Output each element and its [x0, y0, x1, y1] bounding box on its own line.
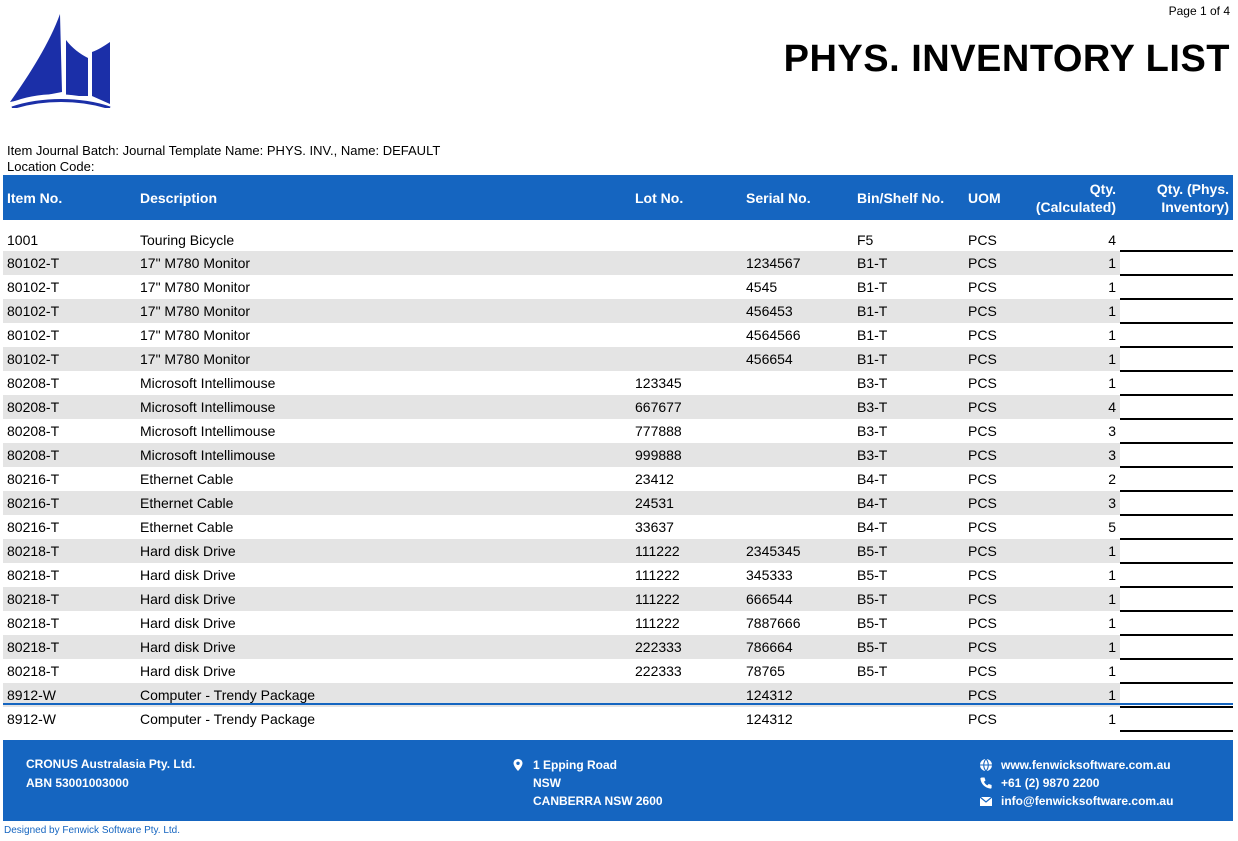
cell-lot-no: 24531	[631, 491, 742, 515]
cell-qty-calculated: 3	[1030, 491, 1120, 515]
cell-lot-no	[631, 323, 742, 347]
table-header	[3, 175, 1233, 220]
cell-item-no: 80208-T	[3, 443, 136, 467]
cell-qty-calculated: 1	[1030, 587, 1120, 611]
cell-serial-no: 666544	[742, 587, 853, 611]
cell-uom: PCS	[964, 347, 1030, 371]
table-row	[3, 395, 1233, 419]
cell-uom: PCS	[968, 663, 997, 679]
cell-lot-no	[631, 275, 742, 299]
page-title: PHYS. INVENTORY LIST	[783, 38, 1230, 80]
cell-uom: PCS	[968, 615, 997, 631]
cell-qty-calculated: 1	[1108, 327, 1116, 343]
cell-qty-phys-input-line[interactable]	[1120, 563, 1233, 587]
cell-item-no: 80216-T	[7, 471, 60, 487]
cell-description: Hard disk Drive	[136, 539, 631, 563]
cell-description: Hard disk Drive	[136, 587, 631, 611]
page-number: Page 1 of 4	[1168, 4, 1230, 18]
company-abn: ABN 53001003000	[26, 776, 129, 790]
cell-uom: PCS	[968, 567, 997, 583]
cell-qty-phys-input-line[interactable]	[1120, 299, 1233, 323]
cell-bin: B3-T	[853, 395, 964, 419]
cell-qty-phys-input-line[interactable]	[1120, 443, 1233, 467]
cell-item-no: 80102-T	[7, 327, 60, 343]
cell-qty-calculated: 1	[1030, 251, 1120, 275]
table-row	[3, 587, 1233, 611]
cell-lot-no: 667677	[631, 395, 742, 419]
cell-bin: B3-T	[857, 423, 888, 439]
footer-bar	[3, 740, 1233, 821]
cell-bin: B4-T	[857, 471, 888, 487]
cell-description: Ethernet Cable	[140, 471, 234, 487]
cell-description: Ethernet Cable	[140, 519, 234, 535]
cell-bin: B1-T	[857, 279, 888, 295]
cell-item-no: 80216-T	[7, 519, 60, 535]
table-row	[3, 443, 1233, 467]
cell-qty-calculated: 1	[1108, 567, 1116, 583]
cell-serial-no	[742, 467, 853, 491]
address-line-3: CANBERRA NSW 2600	[533, 794, 663, 808]
cell-description: 17" M780 Monitor	[140, 327, 251, 343]
cell-bin: B5-T	[857, 663, 888, 679]
footer-contact	[979, 756, 1173, 810]
cell-qty-phys-input-line[interactable]	[1120, 467, 1233, 491]
cell-qty-calculated: 1	[1108, 375, 1116, 391]
cell-serial-no: 7887666	[746, 615, 801, 631]
table-row	[3, 251, 1233, 275]
cell-bin: F5	[857, 231, 874, 248]
cell-qty-calculated: 1	[1030, 683, 1120, 707]
cell-qty-calculated: 3	[1030, 443, 1120, 467]
cell-description: Microsoft Intellimouse	[140, 423, 276, 439]
cell-serial-no: 78765	[746, 663, 785, 679]
cell-qty-phys-input-line[interactable]	[1120, 635, 1233, 659]
cell-uom: PCS	[964, 587, 1030, 611]
cell-item-no: 8912-W	[3, 683, 136, 707]
location-pin-icon	[511, 758, 525, 772]
cell-lot-no: 23412	[635, 471, 674, 487]
col-bin: Bin/Shelf No.	[853, 175, 964, 220]
footer-address	[511, 756, 663, 810]
cell-description: Hard disk Drive	[140, 615, 236, 631]
cell-qty-phys-input-line[interactable]	[1120, 491, 1233, 515]
cell-bin: B4-T	[853, 491, 964, 515]
cell-qty-calculated: 5	[1108, 519, 1116, 535]
cell-qty-calculated: 1	[1108, 279, 1116, 295]
table-row	[3, 347, 1233, 371]
company-name: CRONUS Australasia Pty. Ltd.	[26, 757, 196, 771]
cell-uom: PCS	[964, 683, 1030, 707]
cell-serial-no: 2345345	[742, 539, 853, 563]
cell-serial-no: 124312	[742, 683, 853, 707]
cell-serial-no	[742, 515, 853, 539]
cell-item-no: 80218-T	[3, 539, 136, 563]
cell-qty-calculated: 1	[1030, 299, 1120, 323]
cell-serial-no: 4564566	[746, 327, 801, 343]
cell-item-no: 80102-T	[7, 279, 60, 295]
cell-serial-no: 4545	[746, 279, 778, 295]
batch-info	[7, 143, 440, 175]
cell-description: 17" M780 Monitor	[140, 279, 251, 295]
cell-uom: PCS	[964, 299, 1030, 323]
cell-qty-phys-input-line[interactable]	[1120, 275, 1233, 299]
email-link[interactable]: info@fenwicksoftware.com.au	[1001, 794, 1174, 808]
cell-bin: B5-T	[857, 567, 888, 583]
table-row	[3, 563, 1233, 587]
cell-qty-calculated: 1	[1108, 615, 1116, 631]
cell-bin: B5-T	[853, 635, 964, 659]
cell-bin: B1-T	[853, 347, 964, 371]
cell-qty-phys-input-line[interactable]	[1120, 587, 1233, 611]
col-item-no: Item No.	[3, 175, 136, 220]
table-row	[3, 611, 1233, 635]
cell-qty-phys-input-line[interactable]	[1120, 323, 1233, 347]
cell-serial-no: 1234567	[742, 251, 853, 275]
cell-lot-no: 111222	[631, 587, 742, 611]
cell-uom: PCS	[968, 327, 997, 343]
cell-lot-no: 111222	[635, 567, 680, 583]
cell-serial-no: 456453	[742, 299, 853, 323]
cell-description: Hard disk Drive	[136, 635, 631, 659]
cell-description: Hard disk Drive	[140, 567, 236, 583]
footer-company	[26, 755, 195, 793]
cell-uom: PCS	[964, 635, 1030, 659]
table-row	[3, 275, 1233, 299]
cell-qty-phys-input-line[interactable]	[1120, 659, 1233, 683]
cell-serial-no	[742, 491, 853, 515]
table-row	[3, 515, 1233, 539]
cell-lot-no: 33637	[635, 519, 674, 535]
cell-bin: B3-T	[853, 443, 964, 467]
cell-description: Ethernet Cable	[136, 491, 631, 515]
col-qty-phys: Qty. (Phys. Inventory)	[1120, 175, 1233, 220]
cell-uom: PCS	[964, 395, 1030, 419]
cell-uom: PCS	[964, 539, 1030, 563]
cell-uom: PCS	[968, 423, 997, 439]
cell-qty-phys-input-line[interactable]	[1120, 611, 1233, 635]
cell-uom: PCS	[968, 279, 997, 295]
cell-description: Touring Bicycle	[140, 231, 235, 248]
cell-item-no: 80218-T	[3, 587, 136, 611]
cell-qty-phys-input-line[interactable]	[1120, 515, 1233, 539]
cell-bin	[853, 707, 964, 731]
cell-item-no: 80216-T	[3, 491, 136, 515]
cell-bin: B1-T	[853, 299, 964, 323]
cell-uom: PCS	[968, 471, 997, 487]
col-qty-calculated: Qty. (Calculated)	[1030, 175, 1120, 220]
cell-bin: B1-T	[853, 251, 964, 275]
cell-description: 17" M780 Monitor	[136, 299, 631, 323]
cell-description: Microsoft Intellimouse	[136, 395, 631, 419]
cell-serial-no	[742, 395, 853, 419]
cell-qty-phys-input-line[interactable]	[1120, 707, 1233, 731]
cell-item-no: 80218-T	[7, 567, 60, 583]
cell-description: Microsoft Intellimouse	[140, 375, 276, 391]
cell-lot-no: 111222	[631, 539, 742, 563]
cell-qty-phys-input-line[interactable]	[1120, 371, 1233, 395]
cell-qty-phys-input-line[interactable]	[1120, 251, 1233, 275]
cell-qty-calculated: 1	[1030, 635, 1120, 659]
designed-by: Designed by Fenwick Software Pty. Ltd.	[4, 825, 181, 836]
cell-serial-no	[742, 371, 853, 395]
table-row	[3, 539, 1233, 563]
cell-item-no: 80208-T	[7, 375, 60, 391]
cell-item-no: 80218-T	[3, 635, 136, 659]
cell-qty-phys-input-line[interactable]	[1120, 395, 1233, 419]
cell-item-no: 80102-T	[3, 251, 136, 275]
table-row	[3, 371, 1233, 395]
cell-uom: PCS	[968, 375, 997, 391]
cell-uom: PCS	[964, 443, 1030, 467]
cell-item-no: 1001	[7, 231, 39, 248]
cell-description: Microsoft Intellimouse	[136, 443, 631, 467]
cell-serial-no	[742, 419, 853, 443]
cell-uom: PCS	[964, 251, 1030, 275]
cell-lot-no	[631, 251, 742, 275]
cell-item-no: 80208-T	[3, 395, 136, 419]
cell-lot-no	[631, 228, 742, 251]
table-row	[3, 419, 1233, 443]
cell-bin: B5-T	[853, 539, 964, 563]
table-row	[3, 228, 1233, 251]
cell-description: 17" M780 Monitor	[136, 347, 631, 371]
table-row	[3, 323, 1233, 347]
cell-description: 17" M780 Monitor	[136, 251, 631, 275]
journal-batch-line: Item Journal Batch: Journal Template Name: PHYS. INV., Name: DEFAULT	[7, 143, 441, 158]
cell-lot-no: 222333	[631, 635, 742, 659]
cell-qty-calculated: 2	[1108, 471, 1116, 487]
address-line-1: 1 Epping Road	[533, 758, 617, 772]
cell-lot-no	[631, 347, 742, 371]
cell-qty-calculated: 4	[1030, 395, 1120, 419]
cell-lot-no	[631, 707, 742, 731]
cell-serial-no: 124312	[746, 711, 793, 727]
cell-bin: B4-T	[857, 519, 888, 535]
inventory-table	[3, 175, 1233, 732]
table-row	[3, 635, 1233, 659]
cell-qty-calculated: 1	[1108, 663, 1116, 679]
col-lot-no: Lot No.	[631, 175, 742, 220]
cell-qty-calculated: 1	[1108, 711, 1116, 727]
cell-description: Hard disk Drive	[140, 663, 236, 679]
cell-serial-no: 345333	[746, 567, 793, 583]
table-separator	[3, 703, 1233, 705]
cell-lot-no: 123345	[635, 375, 682, 391]
table-row	[3, 491, 1233, 515]
globe-icon	[979, 758, 993, 772]
cell-uom: PCS	[964, 491, 1030, 515]
cell-bin: B3-T	[857, 375, 888, 391]
table-row	[3, 659, 1233, 683]
cell-uom: PCS	[968, 231, 997, 248]
table-row	[3, 299, 1233, 323]
col-description: Description	[136, 175, 631, 220]
cell-uom: PCS	[968, 519, 997, 535]
cell-item-no: 80102-T	[3, 347, 136, 371]
cell-lot-no: 777888	[635, 423, 682, 439]
phone-icon	[979, 776, 993, 790]
cell-qty-calculated: 1	[1030, 539, 1120, 563]
cell-qty-phys-input-line[interactable]	[1120, 228, 1233, 251]
cell-item-no: 80102-T	[3, 299, 136, 323]
cell-description: Computer - Trendy Package	[136, 683, 631, 707]
website-link[interactable]: www.fenwicksoftware.com.au	[1001, 758, 1171, 772]
cell-qty-calculated: 1	[1030, 347, 1120, 371]
location-code-line: Location Code:	[7, 159, 95, 174]
table-row	[3, 707, 1233, 731]
cell-lot-no: 999888	[631, 443, 742, 467]
company-logo	[8, 12, 112, 108]
cell-bin: B1-T	[857, 327, 888, 343]
cell-bin: B5-T	[857, 615, 888, 631]
cell-item-no: 80218-T	[7, 615, 60, 631]
cell-uom: PCS	[968, 711, 997, 727]
cell-serial-no: 786664	[742, 635, 853, 659]
table-row	[3, 467, 1233, 491]
col-uom: UOM	[964, 175, 1030, 220]
cell-serial-no	[742, 228, 853, 251]
cell-qty-phys-input-line[interactable]	[1120, 539, 1233, 563]
envelope-icon	[979, 794, 993, 808]
cell-qty-phys-input-line[interactable]	[1120, 419, 1233, 443]
cell-bin: B5-T	[853, 587, 964, 611]
cell-serial-no: 456654	[742, 347, 853, 371]
phone-number[interactable]: +61 (2) 9870 2200	[1001, 776, 1100, 790]
col-serial-no: Serial No.	[742, 175, 853, 220]
cell-qty-calculated: 3	[1108, 423, 1116, 439]
cell-lot-no	[631, 299, 742, 323]
cell-qty-calculated: 4	[1108, 231, 1116, 248]
cell-lot-no: 222333	[635, 663, 682, 679]
cell-lot-no: 111222	[635, 615, 680, 631]
cell-item-no: 80208-T	[7, 423, 60, 439]
address-line-2: NSW	[533, 776, 561, 790]
cell-serial-no	[742, 443, 853, 467]
cell-qty-phys-input-line[interactable]	[1120, 347, 1233, 371]
cell-description: Computer - Trendy Package	[140, 711, 316, 727]
cell-item-no: 80218-T	[7, 663, 60, 679]
cell-item-no: 8912-W	[7, 711, 57, 727]
